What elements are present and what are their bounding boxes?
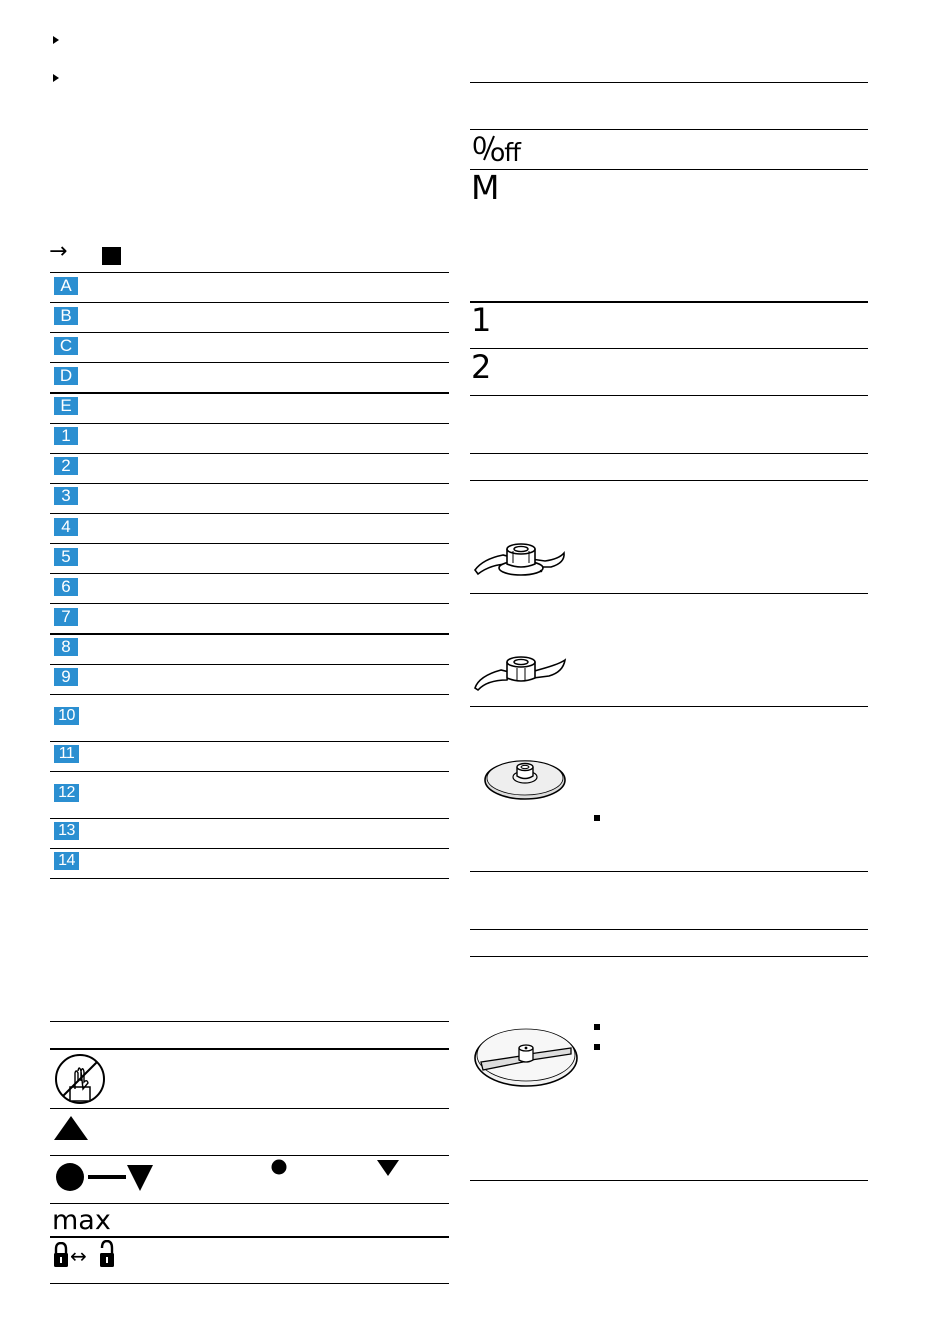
off-zero: 0 xyxy=(472,132,488,160)
list-bullet xyxy=(53,74,59,82)
legend-badge-2: 2 xyxy=(54,457,78,475)
list-bullet xyxy=(53,36,59,44)
legend-badge-b: B xyxy=(54,307,78,325)
list-bullet xyxy=(594,1044,600,1050)
legend-badge-5: 5 xyxy=(54,548,78,566)
legend-badge-8: 8 xyxy=(54,638,78,656)
legend-badge-4: 4 xyxy=(54,518,78,536)
legend-badge-1: 1 xyxy=(54,427,78,445)
speed-number-2: 2 xyxy=(471,348,492,386)
legend-badge-14: 14 xyxy=(54,852,79,870)
list-bullet xyxy=(594,1024,600,1030)
disc-attachment-icon xyxy=(483,755,567,801)
max-marking: max xyxy=(52,1205,111,1236)
legend-badge-c: C xyxy=(54,337,78,355)
small-dot-icon xyxy=(271,1159,287,1175)
legend-badge-9: 9 xyxy=(54,668,78,686)
arrow-right-icon: → xyxy=(49,239,68,264)
unlock-icon xyxy=(99,1240,115,1268)
legend-badge-a: A xyxy=(54,277,78,295)
legend-badge-3: 3 xyxy=(54,487,78,505)
emulsifying-disc-icon xyxy=(473,1018,579,1088)
mixing-blade-icon xyxy=(473,650,567,692)
off-text: off xyxy=(490,138,520,167)
triangle-up-icon xyxy=(54,1116,88,1140)
no-hand-warning-icon xyxy=(53,1053,107,1105)
legend-badge-13: 13 xyxy=(54,822,79,840)
legend-badge-11: 11 xyxy=(54,745,79,763)
lock-icon xyxy=(53,1242,69,1268)
mode-letter-m: M xyxy=(471,168,500,207)
speed-number-1: 1 xyxy=(471,301,492,339)
small-triangle-down-icon xyxy=(377,1160,399,1176)
black-square-icon xyxy=(102,247,121,265)
legend-badge-6: 6 xyxy=(54,578,78,596)
dot-line-triangle-icon xyxy=(55,1162,155,1192)
legend-badge-e: E xyxy=(54,397,78,415)
legend-badge-10: 10 xyxy=(54,707,79,725)
list-bullet xyxy=(594,815,600,821)
off-switch-symbol xyxy=(472,133,532,167)
legend-badge-7: 7 xyxy=(54,608,78,626)
legend-badge-d: D xyxy=(54,367,78,385)
universal-blade-icon xyxy=(473,537,567,581)
legend-badge-12: 12 xyxy=(54,784,79,802)
lock-unlock-arrow: ↔ xyxy=(70,1244,87,1268)
